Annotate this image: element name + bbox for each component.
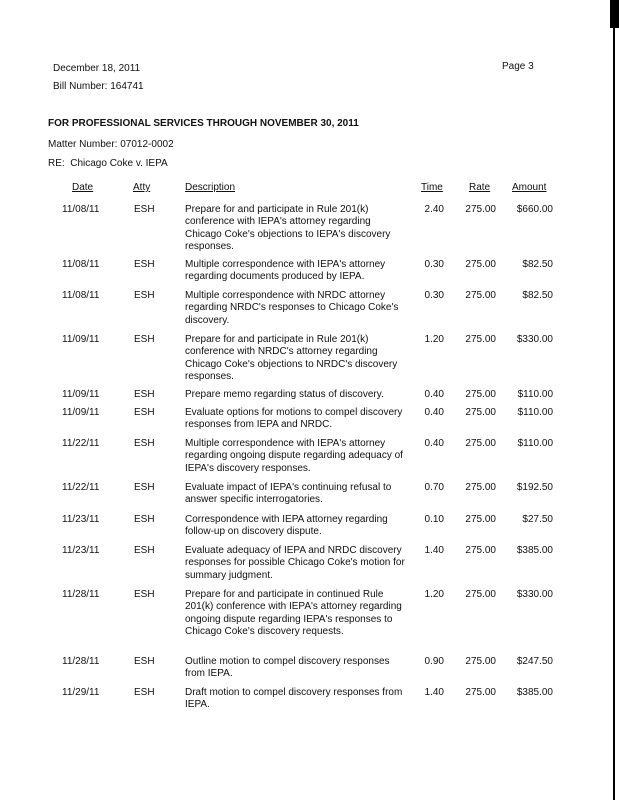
entry-amount: $385.00 [516, 687, 553, 698]
entry-amount: $247.50 [516, 656, 553, 667]
entry-rate: 275.00 [465, 259, 496, 270]
entry-atty: ESH [134, 204, 155, 215]
entry-rate: 275.00 [465, 687, 496, 698]
entry-date: 11/23/11 [62, 514, 100, 525]
entry-atty: ESH [134, 656, 155, 667]
matter-line [48, 139, 174, 150]
entry-amount: $660.00 [516, 204, 553, 215]
entry-atty: ESH [134, 438, 155, 449]
entry-time: 0.30 [424, 290, 444, 301]
entry-rate: 275.00 [465, 589, 496, 600]
entry-time: 1.40 [424, 545, 444, 556]
entry-atty: ESH [134, 514, 155, 525]
entry-atty: ESH [134, 482, 155, 493]
matter-label: Matter Number: [48, 139, 118, 150]
entry-rate: 275.00 [465, 389, 496, 400]
entry-time: 0.90 [424, 656, 444, 667]
entry-description: Multiple correspondence with IEPA's attorney regarding documents produced by IEPA. [185, 259, 386, 283]
entry-date: 11/28/11 [62, 589, 100, 600]
re-line [48, 158, 168, 169]
entry-atty: ESH [134, 589, 155, 600]
entry-rate: 275.00 [465, 334, 496, 345]
entry-date: 11/08/11 [62, 259, 100, 270]
entry-atty: ESH [134, 259, 155, 270]
entry-amount: $82.50 [522, 290, 553, 301]
column-header-date: Date [72, 182, 94, 193]
matter-number: 07012-0002 [120, 139, 174, 150]
entry-rate: 275.00 [465, 438, 496, 449]
entry-rate: 275.00 [465, 290, 496, 301]
entry-time: 1.20 [424, 589, 444, 600]
bill-number-line [53, 81, 144, 92]
entry-amount: $110.00 [517, 389, 553, 400]
entry-time: 0.40 [424, 407, 444, 418]
entry-time: 0.30 [424, 259, 444, 270]
entry-rate: 275.00 [465, 407, 496, 418]
entry-time: 0.10 [424, 514, 444, 525]
entry-description: Multiple correspondence with NRDC attorney regarding NRDC's responses to Chicago Coke's discovery. [185, 290, 399, 326]
bill-number-label: Bill Number: [53, 81, 108, 92]
entry-rate: 275.00 [465, 656, 496, 667]
entry-description: Prepare memo regarding status of discovery. [185, 389, 384, 400]
entry-date: 11/09/11 [62, 407, 100, 418]
entry-date: 11/09/11 [62, 334, 100, 345]
entry-date: 11/08/11 [62, 290, 100, 301]
column-header-time: Time [421, 182, 443, 193]
entry-time: 2.40 [424, 204, 444, 215]
entry-description: Outline motion to compel discovery responses from IEPA. [185, 656, 390, 680]
entry-time: 0.40 [424, 389, 444, 400]
entry-amount: $82.50 [522, 259, 553, 270]
entry-date: 11/22/11 [62, 482, 100, 493]
invoice-date: December 18, 2011 [53, 63, 141, 74]
entry-amount: $330.00 [516, 334, 553, 345]
entry-description: Prepare for and participate in Rule 201(k) conference with IEPA's attorney regarding Chicago Coke's objections to IEPA's discovery responses. [185, 204, 391, 253]
entry-time: 0.70 [424, 482, 444, 493]
entry-date: 11/28/11 [62, 656, 100, 667]
entry-rate: 275.00 [465, 204, 496, 215]
entry-description: Prepare for and participate in Rule 201(k) conference with NRDC's attorney regarding Chicago Coke's objections to NRDC's discovery responses. [185, 334, 398, 383]
entry-date: 11/09/11 [62, 389, 100, 400]
entry-amount: $192.50 [516, 482, 553, 493]
entry-description: Draft motion to compel discovery responses from IEPA. [185, 687, 403, 711]
column-header-amount: Amount [512, 182, 547, 193]
entry-date: 11/22/11 [62, 438, 100, 449]
entry-date: 11/23/11 [62, 545, 100, 556]
entry-rate: 275.00 [465, 482, 496, 493]
column-header-description: Description [185, 182, 236, 193]
entry-time: 0.40 [424, 438, 444, 449]
entry-amount: $110.00 [517, 407, 553, 418]
services-heading: FOR PROFESSIONAL SERVICES THROUGH NOVEMBER 30, 2011 [48, 118, 359, 129]
scan-edge-line [613, 0, 615, 800]
entry-amount: $27.50 [522, 514, 553, 525]
page-number: Page 3 [502, 61, 534, 72]
entry-amount: $330.00 [516, 589, 553, 600]
entry-date: 11/29/11 [62, 687, 100, 698]
re-text: Chicago Coke v. IEPA [70, 158, 168, 169]
column-header-rate: Rate [469, 182, 491, 193]
entry-amount: $110.00 [517, 438, 553, 449]
entry-time: 1.40 [424, 687, 444, 698]
entry-atty: ESH [134, 545, 155, 556]
entry-description: Evaluate impact of IEPA's continuing refusal to answer specific interrogatories. [185, 482, 392, 506]
entry-description: Correspondence with IEPA attorney regarding follow-up on discovery dispute. [185, 514, 388, 538]
entry-description: Evaluate options for motions to compel discovery responses from IEPA and NRDC. [185, 407, 403, 431]
entry-atty: ESH [134, 290, 155, 301]
entry-atty: ESH [134, 687, 155, 698]
entry-description: Evaluate adequacy of IEPA and NRDC discovery responses for possible Chicago Coke's motion for summary judgment. [185, 545, 405, 581]
entry-atty: ESH [134, 407, 155, 418]
entry-rate: 275.00 [465, 545, 496, 556]
entry-rate: 275.00 [465, 514, 496, 525]
entry-date: 11/08/11 [62, 204, 100, 215]
entry-atty: ESH [134, 334, 155, 345]
entry-time: 1.20 [424, 334, 444, 345]
entry-description: Prepare for and participate in continued Rule 201(k) conference with IEPA's attorney regarding ongoing dispute regarding IEPA's responses to Chicago Coke's discovery requests. [185, 589, 402, 638]
entry-amount: $385.00 [516, 545, 553, 556]
entry-description: Multiple correspondence with IEPA's attorney regarding ongoing dispute regarding adequacy of IEPA's discovery responses. [185, 438, 403, 474]
bill-number-value: 164741 [110, 81, 144, 92]
re-label: RE: [48, 158, 65, 169]
column-header-atty: Atty [133, 182, 151, 193]
entry-atty: ESH [134, 389, 155, 400]
